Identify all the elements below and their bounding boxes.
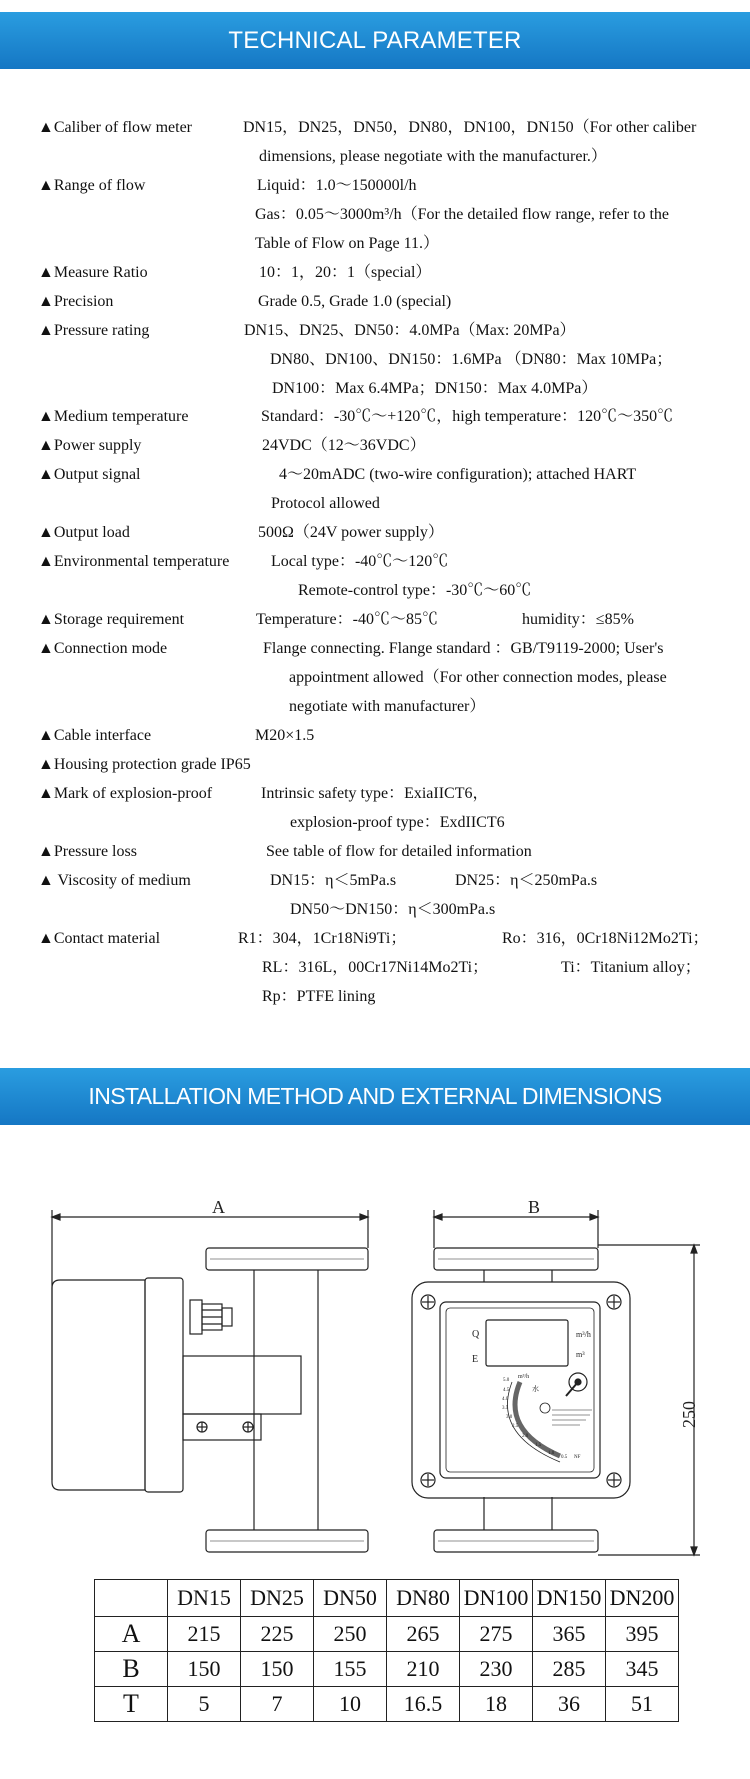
- param-label: ▲Range of flow: [38, 177, 146, 194]
- param-value: Protocol allowed: [271, 495, 380, 512]
- dimension-table: [94, 1579, 679, 1722]
- table-cell: 225: [241, 1617, 314, 1652]
- param-value: 4～20mADC (two-wire configuration); attached HART: [279, 466, 637, 483]
- table-header-cell: DN50: [314, 1580, 387, 1617]
- scale-tick: 0.5: [561, 1455, 568, 1460]
- table-header-cell: DN100: [460, 1580, 533, 1617]
- table-cell: 16.5: [387, 1687, 460, 1722]
- param-value: 24VDC（12～36VDC）: [262, 437, 426, 454]
- table-row: [95, 1617, 679, 1652]
- param-value: appointment allowed（For other connection modes, please: [289, 669, 667, 686]
- table-header-cell: DN150: [533, 1580, 606, 1617]
- param-value: RL：316L，00Cr17Ni14Mo2Ti；: [262, 959, 489, 976]
- param-value: DN15，DN25，DN50，DN80，DN100，DN150（For other caliber: [243, 119, 697, 136]
- display-q-label: Q: [472, 1329, 480, 1340]
- param-label: ▲Caliber of flow meter: [38, 119, 193, 136]
- display-e-label: E: [472, 1354, 479, 1365]
- param-value: M20×1.5: [255, 727, 315, 744]
- scale-tick: 5.0: [503, 1378, 510, 1383]
- param-value: explosion-proof type：ExdIICT6: [290, 814, 505, 831]
- table-row: [95, 1652, 679, 1687]
- table-header-cell: DN200: [606, 1580, 679, 1617]
- scale-tick: 4.5: [503, 1388, 510, 1393]
- param-value: Standard：-30℃～+120℃，high temperature：120℃～350℃: [261, 408, 674, 425]
- param-label: ▲Medium temperature: [38, 408, 189, 425]
- scale-tick: 2.0: [522, 1434, 529, 1439]
- side-view: [52, 1210, 368, 1552]
- table-header-cell: DN80: [387, 1580, 460, 1617]
- param-value: Temperature：-40℃～85℃: [256, 611, 438, 628]
- scale-tick: 3.5: [502, 1406, 509, 1411]
- param-value: humidity：≤85%: [522, 611, 634, 628]
- scale-tick: 1.5: [535, 1443, 542, 1448]
- table-row-label: T: [95, 1687, 168, 1722]
- table-cell: 36: [533, 1687, 606, 1722]
- param-label: ▲Pressure rating: [38, 322, 150, 339]
- param-label: ▲Precision: [38, 293, 114, 310]
- param-value: dimensions, please negotiate with the manufacturer.）: [259, 148, 607, 165]
- table-cell: 285: [533, 1652, 606, 1687]
- param-label: ▲Storage requirement: [38, 611, 185, 628]
- table-cell: 210: [387, 1652, 460, 1687]
- param-label: ▲ Viscosity of medium: [38, 872, 191, 889]
- table-header-row: [95, 1580, 679, 1617]
- param-label: ▲Output load: [38, 524, 130, 541]
- table-cell: 250: [314, 1617, 387, 1652]
- param-label: ▲Contact material: [38, 930, 161, 947]
- table-row-label: A: [95, 1617, 168, 1652]
- section-banner-installation: [0, 1068, 750, 1125]
- param-value: Liquid：1.0～150000l/h: [257, 177, 417, 194]
- param-value: Ro：316，0Cr18Ni12Mo2Ti；: [502, 930, 709, 947]
- param-value: Gas：0.05～3000m³/h（For the detailed flow range, refer to the: [255, 206, 670, 223]
- param-value: Local type：-40℃～120℃: [271, 553, 449, 570]
- table-cell: 365: [533, 1617, 606, 1652]
- param-label: ▲Housing protection grade IP65: [38, 756, 251, 773]
- scale-unit: m³/h: [518, 1374, 530, 1380]
- param-value: negotiate with manufacturer）: [289, 698, 486, 715]
- param-label: ▲Pressure loss: [38, 843, 137, 860]
- param-label: ▲Output signal: [38, 466, 141, 483]
- section-title-technical: TECHNICAL PARAMETER: [228, 27, 522, 54]
- table-cell: 51: [606, 1687, 679, 1722]
- param-value: 500Ω（24V power supply）: [258, 524, 444, 541]
- param-value: DN15、DN25、DN50：4.0MPa（Max: 20MPa）: [244, 322, 576, 339]
- param-value: DN80、DN100、DN150：1.6MPa （DN80：Max 10MPa；: [270, 351, 673, 368]
- scale-tick: 4.0: [502, 1397, 509, 1402]
- flowmeter-dimension-drawing: [0, 1195, 750, 1575]
- table-cell: 155: [314, 1652, 387, 1687]
- scale-tick: 1.0: [548, 1451, 555, 1456]
- table-header-cell: DN15: [168, 1580, 241, 1617]
- param-label: ▲Measure Ratio: [38, 264, 148, 281]
- param-value: Grade 0.5, Grade 1.0 (special): [258, 293, 452, 310]
- table-row-label: B: [95, 1652, 168, 1687]
- param-value: Ti：Titanium alloy；: [561, 959, 701, 976]
- table-header-cell: DN25: [241, 1580, 314, 1617]
- table-cell: 18: [460, 1687, 533, 1722]
- table-cell: 230: [460, 1652, 533, 1687]
- table-cell: 10: [314, 1687, 387, 1722]
- param-value: Table of Flow on Page 11.）: [255, 235, 440, 252]
- table-cell: 150: [241, 1652, 314, 1687]
- scale-tick: 3.0: [506, 1415, 513, 1420]
- table-cell: 395: [606, 1617, 679, 1652]
- table-cell: 265: [387, 1617, 460, 1652]
- param-value: DN100：Max 6.4MPa；DN150：Max 4.0MPa）: [272, 380, 598, 397]
- param-label: ▲Power supply: [38, 437, 142, 454]
- table-row: [95, 1687, 679, 1722]
- param-value: Remote-control type：-30℃～60℃: [298, 582, 532, 599]
- display-flow-unit: m³/h: [576, 1330, 591, 1339]
- section-title-installation: INSTALLATION METHOD AND EXTERNAL DIMENSIONS: [88, 1083, 662, 1109]
- param-value: Flange connecting. Flange standard ：GB/T9119-2000; User's: [263, 640, 664, 657]
- section-banner-technical: [0, 12, 750, 69]
- param-label: ▲Mark of explosion-proof: [38, 785, 213, 802]
- display-total-unit: m³: [576, 1350, 585, 1359]
- param-label: ▲Connection mode: [38, 640, 168, 657]
- table-header-cell: [95, 1580, 168, 1617]
- table-cell: 150: [168, 1652, 241, 1687]
- param-value: 10：1，20：1（special）: [259, 264, 432, 281]
- scale-medium: 水: [532, 1385, 539, 1393]
- param-value: DN50～DN150：η＜300mPa.s: [290, 901, 496, 918]
- table-cell: 7: [241, 1687, 314, 1722]
- front-view: [412, 1210, 700, 1555]
- param-label: ▲Cable interface: [38, 727, 152, 744]
- dimension-label-height: 250: [679, 1401, 699, 1428]
- param-value: DN15：η＜5mPa.s: [270, 872, 397, 889]
- dimension-label-a: A: [212, 1197, 225, 1217]
- param-value: Intrinsic safety type：ExiaIICT6，: [261, 785, 489, 802]
- scale-tick: 2.5: [512, 1424, 519, 1429]
- param-value: Rp：PTFE lining: [262, 988, 376, 1005]
- table-cell: 215: [168, 1617, 241, 1652]
- dimension-label-b: B: [528, 1197, 541, 1217]
- table-cell: 5: [168, 1687, 241, 1722]
- param-value: DN25：η＜250mPa.s: [455, 872, 598, 889]
- table-cell: 345: [606, 1652, 679, 1687]
- table-cell: 275: [460, 1617, 533, 1652]
- scale-tick: NF: [574, 1455, 581, 1460]
- param-value: See table of flow for detailed information: [266, 843, 532, 860]
- param-label: ▲Environmental temperature: [38, 553, 230, 570]
- param-value: R1：304，1Cr18Ni9Ti；: [238, 930, 407, 947]
